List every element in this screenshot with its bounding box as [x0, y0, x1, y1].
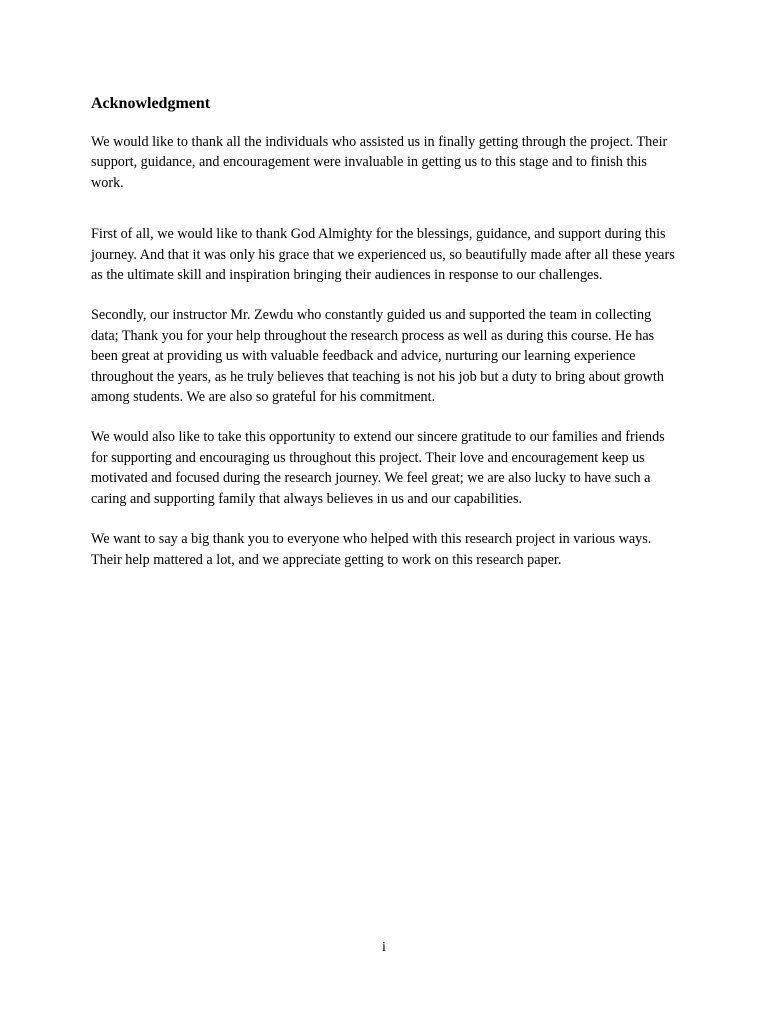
page-title: Acknowledgment	[91, 95, 211, 112]
paragraph-family: We would also like to take this opportunity to extend our sincere gratitude to our families and friends for supporting and encouraging us throughout this project. Their love and encouragement keep us motivated and focused during the research journey. We feel great; we are also lucky to have such a caring and supporting family that always believes in us and our capabilities.	[91, 429, 665, 507]
paragraph-god: First of all, we would like to thank God Almighty for the blessings, guidance, and support during this journey. And that it was only his grace that we experienced us, so beautifully made after all these years as the ultimate skill and inspiration bringing their audiences in response to our challenges.	[91, 226, 675, 284]
paragraph-intro: We would like to thank all the individuals who assisted us in finally getting through the project. Their support, guidance, and encouragement were invaluable in getting us to this stage and to finish this work.	[91, 134, 668, 191]
paragraph-instructor: Secondly, our instructor Mr. Zewdu who constantly guided us and supported the team in collecting data; Thank you for your help throughout the research process as well as during this course. He has been great at providing us with valuable feedback and advice, nurturing our learning experience throughout the years, as he truly believes that teaching is not his job but a duty to bring about growth among students. We are also so grateful for his commitment.	[91, 307, 664, 406]
page-content	[91, 93, 677, 570]
page-number: i	[382, 940, 386, 955]
paragraph-closing: We want to say a big thank you to everyone who helped with this research project in various ways. Their help mattered a lot, and we appreciate getting to work on this research paper.	[91, 531, 652, 568]
